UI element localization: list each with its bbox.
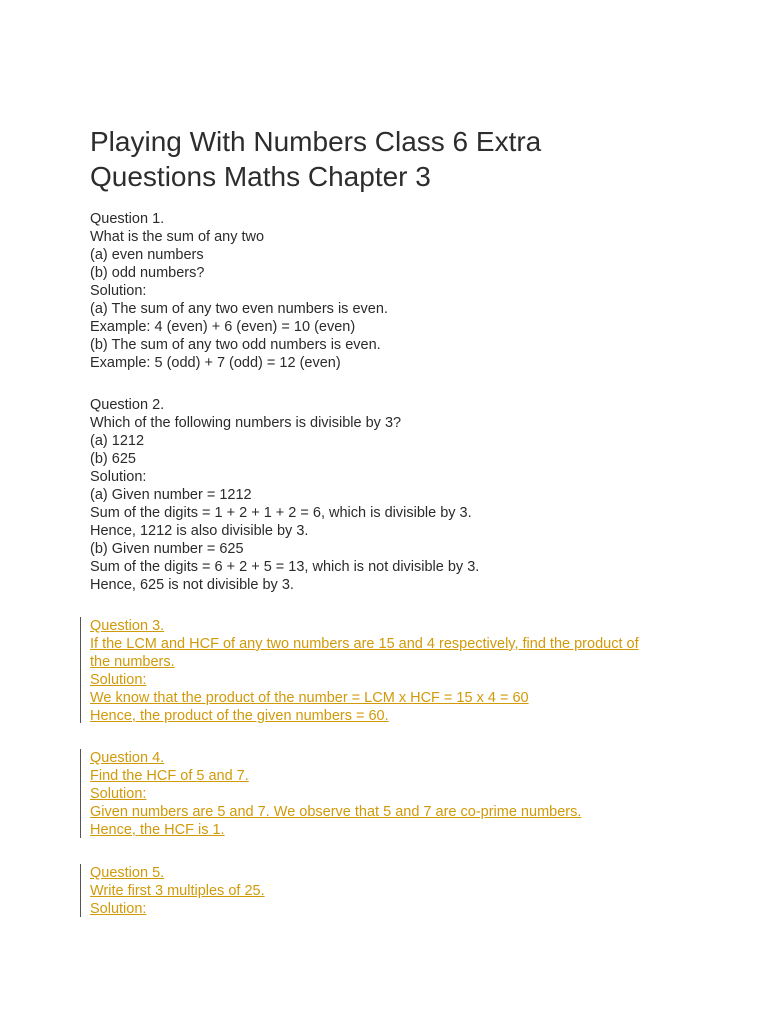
question-1-solution-line: Example: 5 (odd) + 7 (odd) = 12 (even) [90, 355, 341, 371]
page-title-line-1: Playing With Numbers Class 6 Extra [90, 126, 542, 157]
question-2-option-b: (b) 625 [90, 451, 136, 467]
question-2-solution-line: (a) Given number = 1212 [90, 487, 252, 503]
page-title-line-2: Questions Maths Chapter 3 [90, 161, 431, 192]
question-2 [90, 396, 690, 594]
question-1-option-b: (b) odd numbers? [90, 265, 205, 281]
question-1 [90, 210, 690, 372]
question-3-margin-bar [80, 617, 81, 723]
question-2-solution-line: (b) Given number = 625 [90, 541, 244, 557]
question-1-solution-line: Example: 4 (even) + 6 (even) = 10 (even) [90, 319, 356, 335]
question-3-solution-line[interactable]: Hence, the product of the given numbers = 60. [90, 708, 389, 724]
question-4-heading[interactable]: Question 4. [90, 750, 165, 766]
question-2-solution-line: Sum of the digits = 1 + 2 + 1 + 2 = 6, which is divisible by 3. [90, 505, 472, 521]
question-4-solution-label[interactable]: Solution: [90, 786, 147, 802]
question-3-solution-line[interactable]: We know that the product of the number = LCM x HCF = 15 x 4 = 60 [90, 690, 529, 706]
question-1-option-a: (a) even numbers [90, 247, 204, 263]
question-2-text: Which of the following numbers is divisible by 3? [90, 415, 402, 431]
question-2-solution-label: Solution: [90, 469, 147, 485]
question-1-solution-label: Solution: [90, 283, 147, 299]
question-2-solution-line: Hence, 625 is not divisible by 3. [90, 577, 294, 593]
question-3-link[interactable] [90, 617, 690, 725]
question-1-heading: Question 1. [90, 211, 165, 227]
question-4-solution-line[interactable]: Hence, the HCF is 1. [90, 822, 225, 838]
page-title [90, 124, 710, 194]
question-3-text-continued[interactable]: the numbers. [90, 654, 175, 670]
question-1-text: What is the sum of any two [90, 229, 265, 245]
question-3-solution-label[interactable]: Solution: [90, 672, 147, 688]
question-2-heading: Question 2. [90, 397, 165, 413]
question-2-option-a: (a) 1212 [90, 433, 145, 449]
question-2-solution-line: Hence, 1212 is also divisible by 3. [90, 523, 309, 539]
question-4-text[interactable]: Find the HCF of 5 and 7. [90, 768, 249, 784]
question-5-text[interactable]: Write first 3 multiples of 25. [90, 883, 265, 899]
question-4-margin-bar [80, 749, 81, 838]
question-5-link[interactable] [90, 864, 690, 918]
question-5-heading[interactable]: Question 5. [90, 865, 165, 881]
question-5-solution-label[interactable]: Solution: [90, 901, 147, 917]
question-2-solution-line: Sum of the digits = 6 + 2 + 5 = 13, which is not divisible by 3. [90, 559, 480, 575]
question-3-text[interactable]: If the LCM and HCF of any two numbers are 15 and 4 respectively, find the product of [90, 636, 639, 652]
question-5-margin-bar [80, 864, 81, 917]
question-1-solution-line: (a) The sum of any two even numbers is even. [90, 301, 388, 317]
question-4-solution-line[interactable]: Given numbers are 5 and 7. We observe that 5 and 7 are co-prime numbers. [90, 804, 582, 820]
question-3-heading[interactable]: Question 3. [90, 618, 165, 634]
question-4-link[interactable] [90, 749, 690, 839]
question-1-solution-line: (b) The sum of any two odd numbers is even. [90, 337, 381, 353]
